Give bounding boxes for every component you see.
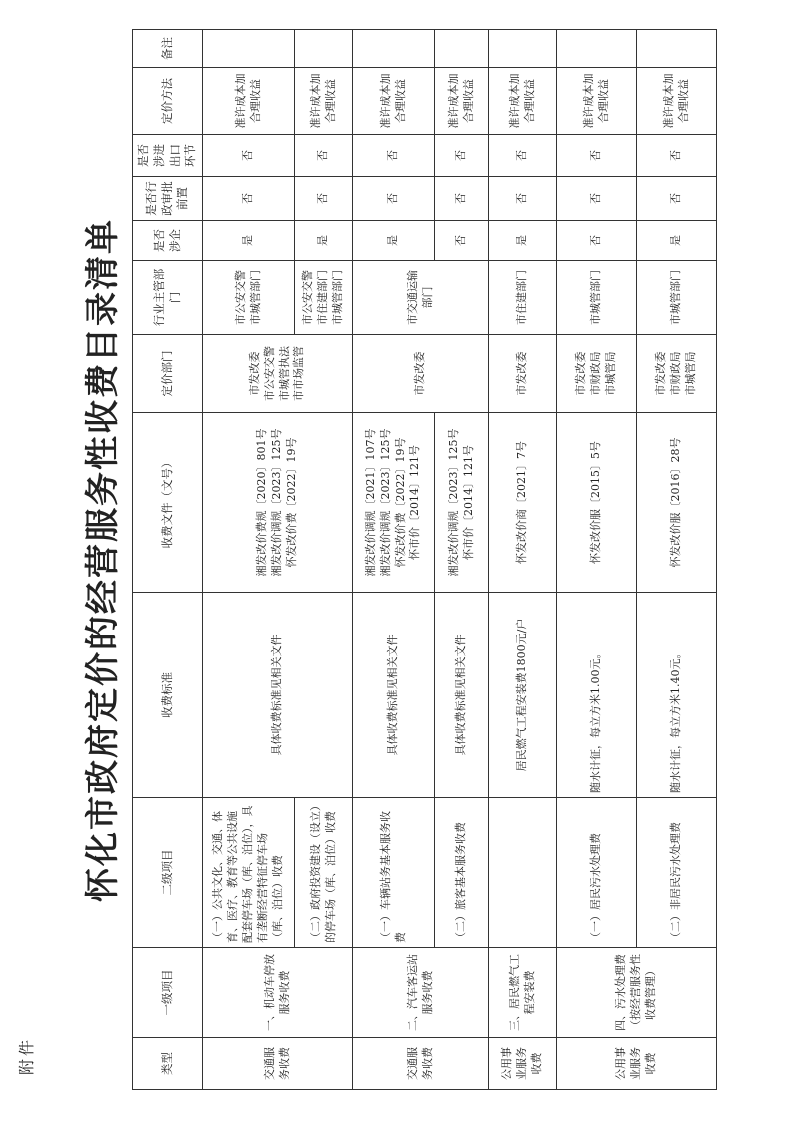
document-line: 怀市价〔2014〕121号	[461, 445, 475, 560]
document-line: 湘发改价调规〔2023〕125号	[446, 428, 460, 577]
header-document: 收费文件（文号）	[133, 413, 203, 593]
level2-cell: （二）旅客基本服务收费	[435, 798, 489, 948]
pricing-dept-cell	[637, 335, 717, 413]
header-pricing-dept: 定价部门	[133, 335, 203, 413]
pricing-dept-line: 市发改委	[247, 351, 261, 396]
approval-cell: 否	[637, 177, 717, 221]
standard-cell: 具体收费标准见相关文件	[435, 593, 489, 798]
remark-cell	[637, 30, 717, 68]
approval-cell: 否	[295, 177, 353, 221]
document-cell	[203, 413, 353, 593]
header-standard: 收费标准	[133, 593, 203, 798]
standard-cell: 具体收费标准见相关文件	[203, 593, 353, 798]
pricing-dept-cell: 市发改委	[353, 335, 489, 413]
level2-cell	[489, 798, 557, 948]
table-row	[489, 30, 557, 1090]
pricing-dept-line: 市城管执法	[277, 346, 291, 401]
level1-cell: 三、居民燃气工程安装费	[489, 948, 557, 1038]
page-title: 怀化市政府定价的经营服务性收费目录清单	[83, 218, 123, 902]
pricing-dept-line: 市财政局	[589, 351, 603, 396]
remark-cell	[435, 30, 489, 68]
standard-cell: 具体收费标准见相关文件	[353, 593, 435, 798]
document-line: 湘发改价调规〔2023〕125号	[378, 428, 392, 577]
import-export-cell: 否	[637, 135, 717, 177]
remark-cell	[203, 30, 295, 68]
document-line: 湘发改价费规〔2020〕801号	[255, 428, 269, 577]
remark-cell	[295, 30, 353, 68]
level1-cell: 二、汽车客运站服务收费	[353, 948, 489, 1038]
category-cell: 公用事业服务收费	[489, 1038, 557, 1090]
method-cell: 准许成本加合理收益	[557, 68, 637, 135]
remark-cell	[489, 30, 557, 68]
standard-cell: 随水计征，每立方米1.40元。	[637, 593, 717, 798]
header-enterprise: 是否涉企	[133, 221, 203, 261]
document-cell	[353, 413, 435, 593]
method-cell: 准许成本加合理收益	[489, 68, 557, 135]
import-export-cell: 否	[295, 135, 353, 177]
header-import-export: 是否涉进出口环节	[133, 135, 203, 177]
pricing-dept-line: 市公安交警	[262, 346, 276, 401]
industry-dept-line: 市住建部门	[316, 270, 330, 325]
header-category: 类型	[133, 1038, 203, 1090]
enterprise-cell: 是	[295, 221, 353, 261]
method-cell: 准许成本加合理收益	[295, 68, 353, 135]
header-level2: 二级项目	[133, 798, 203, 948]
table-row	[557, 30, 637, 1090]
pricing-dept-line: 市财政局	[669, 351, 683, 396]
approval-cell: 否	[489, 177, 557, 221]
level2-cell: （一）公共文化、交通、体育、医疗、教育等公共设施配套停车场（库、泊位），具有垄断经营特征停车场（库、泊位）收费	[203, 798, 295, 948]
level1-cell: 四、污水处理费（按经营服务性收费管理）	[557, 948, 717, 1038]
import-export-cell: 否	[435, 135, 489, 177]
level1-cell: 一、机动车停放服务收费	[203, 948, 353, 1038]
import-export-cell: 否	[203, 135, 295, 177]
pricing-dept-cell: 市发改委	[489, 335, 557, 413]
pricing-dept-line: 市市场监管	[292, 346, 306, 401]
rotated-document	[80, 30, 720, 1090]
document-line: 湘发改价调规〔2023〕125号	[270, 428, 284, 577]
document-cell: 怀发改价商〔2021〕7号	[489, 413, 557, 593]
industry-dept-line: 市城管部门	[330, 270, 344, 325]
industry-dept-cell	[295, 261, 353, 335]
industry-dept-cell	[203, 261, 295, 335]
industry-dept-line: 市公安交警	[301, 270, 315, 325]
category-cell: 公用事业服务收费	[557, 1038, 717, 1090]
import-export-cell: 否	[353, 135, 435, 177]
pricing-dept-cell	[203, 335, 353, 413]
method-cell: 准许成本加合理收益	[353, 68, 435, 135]
document-cell: 怀发改价服〔2016〕28号	[637, 413, 717, 593]
category-cell: 交通服务收费	[353, 1038, 489, 1090]
approval-cell: 否	[557, 177, 637, 221]
import-export-cell: 否	[489, 135, 557, 177]
pricing-dept-line: 市城管局	[683, 351, 697, 396]
table-row	[435, 30, 489, 1090]
header-method: 定价方法	[133, 68, 203, 135]
industry-dept-cell: 市城管部门	[637, 261, 717, 335]
enterprise-cell: 否	[435, 221, 489, 261]
approval-cell: 否	[203, 177, 295, 221]
fee-catalog-table	[132, 29, 717, 1090]
standard-cell: 居民燃气工程安装费1800元/户	[489, 593, 557, 798]
header-approval: 是否行政审批前置	[133, 177, 203, 221]
level2-cell: （一）车辆站务基本服务收费	[353, 798, 435, 948]
enterprise-cell: 是	[637, 221, 717, 261]
category-cell: 交通服务收费	[203, 1038, 353, 1090]
remark-cell	[353, 30, 435, 68]
enterprise-cell: 是	[203, 221, 295, 261]
import-export-cell: 否	[557, 135, 637, 177]
industry-dept-cell: 市住建部门	[489, 261, 557, 335]
industry-dept-cell: 市交通运输部门	[353, 261, 489, 335]
approval-cell: 否	[435, 177, 489, 221]
table-row	[637, 30, 717, 1090]
enterprise-cell: 是	[489, 221, 557, 261]
level2-cell: （一）居民污水处理费	[557, 798, 637, 948]
header-level1: 一级项目	[133, 948, 203, 1038]
document-line: 怀市价〔2014〕121号	[408, 445, 422, 560]
industry-dept-line: 市城管部门	[248, 270, 262, 325]
pricing-dept-cell	[557, 335, 637, 413]
method-cell: 准许成本加合理收益	[637, 68, 717, 135]
enterprise-cell: 是	[353, 221, 435, 261]
remark-cell	[557, 30, 637, 68]
standard-cell: 随水计征，每立方米1.00元。	[557, 593, 637, 798]
enterprise-cell: 否	[557, 221, 637, 261]
attachment-label: 附件	[17, 1036, 36, 1075]
header-industry-dept: 行业主管部门	[133, 261, 203, 335]
document-line: 怀发改价费〔2022〕19号	[284, 437, 298, 568]
document-cell	[435, 413, 489, 593]
method-cell: 准许成本加合理收益	[435, 68, 489, 135]
document-line: 湘发改价调规〔2021〕107号	[363, 428, 377, 577]
table-row	[353, 30, 435, 1090]
method-cell: 准许成本加合理收益	[203, 68, 295, 135]
document-line: 怀发改价费〔2022〕19号	[393, 437, 407, 568]
header-remark: 备注	[133, 30, 203, 68]
table-row	[203, 30, 295, 1090]
level2-cell: （二）非居民污水处理费	[637, 798, 717, 948]
industry-dept-line: 市公安交警	[233, 270, 247, 325]
pricing-dept-line: 市发改委	[574, 351, 588, 396]
document-cell: 怀发改价服〔2015〕5号	[557, 413, 637, 593]
industry-dept-cell: 市城管部门	[557, 261, 637, 335]
pricing-dept-line: 市发改委	[654, 351, 668, 396]
level2-cell: （二）政府投资建设（设立）的停车场（库、泊位）收费	[295, 798, 353, 948]
pricing-dept-line: 市城管局	[603, 351, 617, 396]
approval-cell: 否	[353, 177, 435, 221]
